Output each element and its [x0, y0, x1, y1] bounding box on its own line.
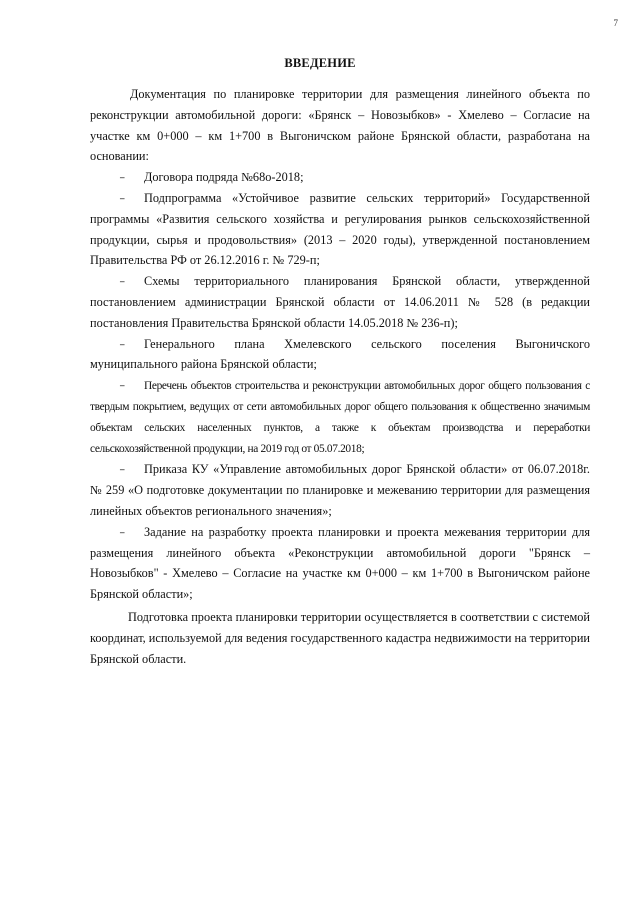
list-item-text: Подпрограмма «Устойчивое развитие сельских территорий» Государственной программы «Развития сельского хозяйства и регулирования рынков сельскохозяйственной продукции, сырья и продовольствия» (2013 – 2020 годы), утвержденной постановлением Правительства РФ от 26.12.2016 г. № 729-п;: [90, 190, 590, 268]
list-item-text: Приказа КУ «Управление автомобильных дорог Брянской области» от 06.07.2018г. № 259 «О подготовке документации по планировке и межеванию территории для размещения линейных объектов регионального значения»;: [90, 462, 590, 518]
bullet-dash: –: [120, 338, 125, 349]
list-item: [90, 334, 590, 376]
bullet-dash: –: [120, 172, 125, 183]
list-item-text: Договора подряда №68о-2018;: [144, 170, 304, 185]
list-item: [90, 459, 590, 521]
list-item: [90, 375, 590, 459]
intro-paragraph: Документация по планировке территории для размещения линейного объекта по реконструкции автомобильной дороги: «Брянск – Новозыбков» - Хмелево – Согласие на участке км 0+000 – км 1+700 в Выгоничском районе Брянской области, разработана на основании:: [90, 87, 590, 164]
list-item: [90, 271, 590, 333]
document-body: [90, 84, 590, 669]
list-item-text: Перечень объектов строительства и реконструкции автомобильных дорог общего пользования с твердым покрытием, ведущих от сети автомобильных дорог общего пользования к общественно значимым объектам сельских населенных пунктов, а также к объектам производства и переработки сельскохозяйственной продукции, на 2019 год от 05.07.2018;: [90, 380, 590, 455]
list-item: [90, 167, 590, 188]
page-title: ВВЕДЕНИЕ: [284, 56, 356, 70]
bullet-dash: –: [120, 464, 125, 475]
bullet-dash: –: [120, 526, 125, 537]
bullet-dash: –: [120, 192, 125, 203]
list-item-text: Задание на разработку проекта планировки и проекта межевания территории для размещения линейного объекта «Реконструкции автомобильной дороги "Брянск – Новозыбков" - Хмелево – Согласие на участке км 0+000 – км 1+700 в Выгоничском районе Брянской области»;: [90, 524, 590, 602]
bullet-dash: –: [120, 380, 125, 391]
closing-paragraph: Подготовка проекта планировки территории осуществляется в соответствии с системой координат, используемой для ведения государственного кадастра недвижимости на территории Брянской области.: [90, 609, 590, 666]
list-item-text: Схемы территориального планирования Брянской области, утвержденной постановлением администрации Брянской области от 14.06.2011 № 528 (в редакции постановления Правительства Брянской области 14.05.2018 № 236-п);: [90, 274, 590, 330]
list-item: [90, 188, 590, 271]
bullet-dash: –: [120, 276, 125, 287]
page-number: 7: [613, 18, 618, 28]
list-item-text: Генерального плана Хмелевского сельского поселения Выгоничского муниципального района Брянской области;: [90, 336, 590, 372]
list-item: [90, 522, 590, 605]
